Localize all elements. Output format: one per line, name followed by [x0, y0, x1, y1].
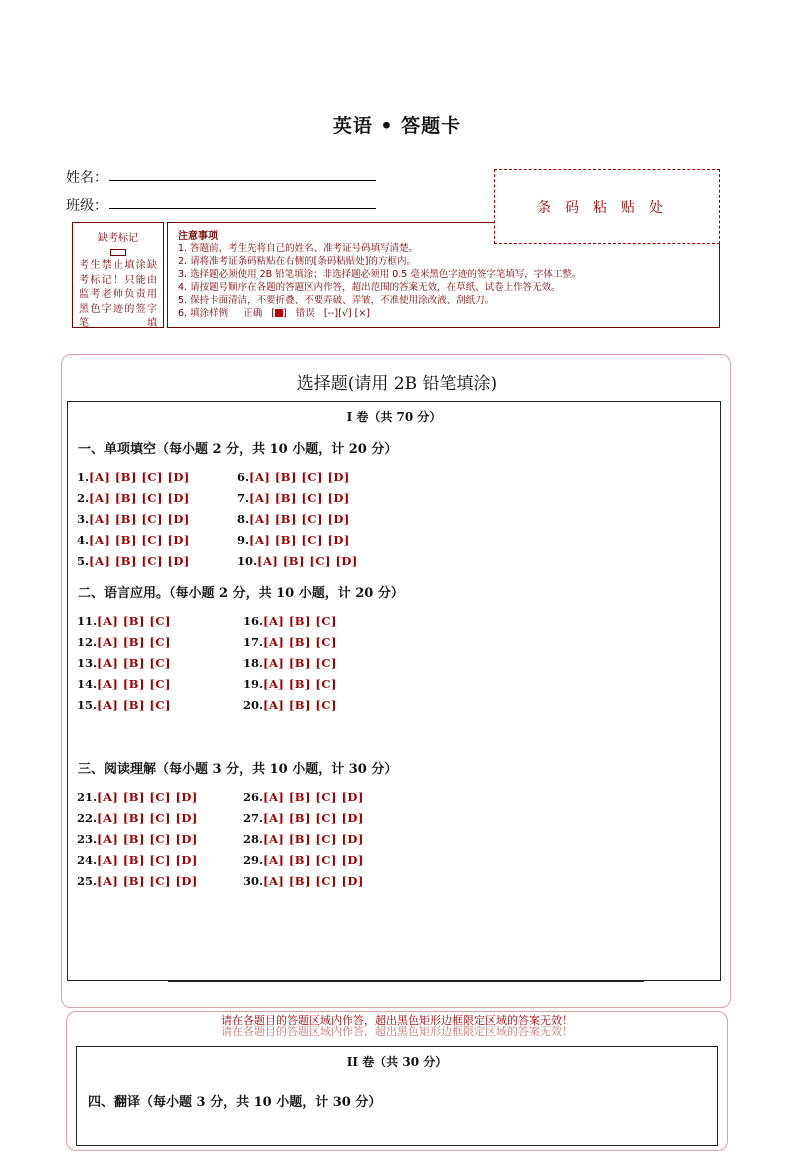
question-number: 30. — [243, 874, 264, 888]
warning-text: 请在各题目的答题区域内作答，超出黑色矩形边框限定区域的答案无效！ — [221, 1014, 573, 1027]
question-row — [243, 635, 337, 649]
answer-options[interactable]: [A] [B] [C] — [97, 698, 171, 712]
sample-prefix: 6. 填涂样例 — [178, 308, 229, 319]
answer-options[interactable]: [A] [B] [C] [D] — [97, 790, 198, 804]
answer-options[interactable]: [A] [B] [C] [D] — [263, 832, 364, 846]
question-number: 23. — [77, 832, 98, 846]
answer-options[interactable]: [A] [B] [C] [D] — [249, 491, 350, 505]
answer-options[interactable]: [A] [B] [C] [D] — [257, 554, 358, 568]
choice-section-title: 选择题(请用 2B 铅笔填涂) — [296, 374, 498, 394]
question-row — [77, 470, 190, 484]
question-row — [237, 533, 350, 547]
question-number: 13. — [77, 656, 98, 670]
question-row — [77, 790, 198, 804]
answer-options[interactable]: [A] [B] [C] — [263, 698, 337, 712]
answer-options[interactable]: [A] [B] [C] [D] — [263, 853, 364, 867]
question-number: 8. — [237, 512, 250, 526]
answer-options[interactable]: [A] [B] [C] [D] — [97, 832, 198, 846]
question-row — [237, 554, 358, 568]
answer-options[interactable]: [A] [B] [C] — [97, 656, 171, 670]
class-field[interactable] — [109, 208, 376, 209]
page-title: 英语 • 答题卡 — [332, 115, 462, 137]
question-number: 14. — [77, 677, 98, 691]
question-number: 7. — [237, 491, 250, 505]
sample-correct-label: 正确 — [243, 308, 263, 319]
question-row — [77, 874, 198, 888]
question-number: 11. — [77, 614, 98, 628]
answer-options[interactable]: [A] [B] [C] [D] — [89, 554, 190, 568]
part2-heading: 二、语言应用。（每小题 2 分，共 10 小题，计 20 分） — [78, 586, 404, 601]
question-number: 27. — [243, 811, 264, 825]
question-number: 19. — [243, 677, 264, 691]
question-row — [77, 832, 198, 846]
question-number: 24. — [77, 853, 98, 867]
question-number: 10. — [237, 554, 258, 568]
answer-options[interactable]: [A] [B] [C] [D] — [97, 811, 198, 825]
notes-line: 1. 答题前，考生先将自己的姓名、准考证号码填写清楚。 — [178, 243, 419, 254]
volume-title: I 卷（共 70 分） — [346, 410, 442, 424]
question-number: 17. — [243, 635, 264, 649]
answer-options[interactable]: [A] [B] [C] — [97, 677, 171, 691]
sample-correct-open: [ — [271, 308, 275, 319]
name-field[interactable] — [109, 180, 376, 181]
question-number: 29. — [243, 853, 264, 867]
barcode-area — [494, 169, 720, 244]
question-row — [77, 853, 198, 867]
question-number: 18. — [243, 656, 264, 670]
question-number: 16. — [243, 614, 264, 628]
question-row — [77, 811, 198, 825]
question-row — [77, 554, 190, 568]
question-row — [77, 677, 171, 691]
answer-options[interactable]: [A] [B] [C] [D] — [249, 533, 350, 547]
class-label: 班级： — [66, 198, 108, 214]
question-number: 15. — [77, 698, 98, 712]
answer-options[interactable]: [A] [B] [C] — [263, 677, 337, 691]
answer-options[interactable]: [A] [B] [C] — [97, 635, 171, 649]
question-row — [243, 832, 364, 846]
answer-options[interactable]: [A] [B] [C] [D] — [97, 874, 198, 888]
question-number: 9. — [237, 533, 250, 547]
question-row — [243, 614, 337, 628]
filled-square-icon — [275, 309, 283, 317]
question-number: 22. — [77, 811, 98, 825]
answer-options[interactable]: [A] [B] [C] — [97, 614, 171, 628]
question-number: 3. — [77, 512, 90, 526]
name-label: 姓名： — [66, 170, 108, 186]
barcode-label: 条码粘贴处 — [537, 199, 677, 216]
answer-options[interactable]: [A] [B] [C] — [263, 614, 337, 628]
question-row — [237, 512, 350, 526]
notes-line: 5. 保持卡面清洁，不要折叠、不要弄破、弄皱，不准使用涂改液、刮纸刀。 — [178, 295, 495, 306]
answer-options[interactable]: [A] [B] [C] [D] — [249, 470, 350, 484]
answer-options[interactable]: [A] [B] [C] [D] — [249, 512, 350, 526]
question-number: 6. — [237, 470, 250, 484]
question-row — [237, 470, 350, 484]
notes-line: 2. 请将准考证条码粘贴在右侧的[条码粘贴处]的方框内。 — [178, 256, 416, 267]
question-row — [77, 512, 190, 526]
question-number: 20. — [243, 698, 264, 712]
answer-options[interactable]: [A] [B] [C] — [263, 635, 337, 649]
choice-answer-area — [67, 401, 721, 981]
notes-line: 4. 请按题号顺序在各题的答题区内作答，超出范围的答案无效，在草纸、试卷上作答无效。 — [178, 282, 561, 293]
notes-line: 3. 选择题必须使用 2B 铅笔填涂；非选择题必须用 0.5 毫米黑色字迹的签字笔填写，字体工整。 — [178, 269, 582, 280]
question-row — [243, 811, 364, 825]
question-row — [77, 656, 171, 670]
question-row — [243, 698, 337, 712]
question-row — [243, 790, 364, 804]
question-row — [77, 491, 190, 505]
question-row — [243, 677, 337, 691]
question-row — [243, 874, 364, 888]
answer-options[interactable]: [A] [B] [C] — [263, 656, 337, 670]
question-row — [243, 656, 337, 670]
divider — [168, 981, 644, 982]
question-number: 1. — [77, 470, 90, 484]
question-number: 25. — [77, 874, 98, 888]
question-number: 2. — [77, 491, 90, 505]
answer-options[interactable]: [A] [B] [C] [D] — [97, 853, 198, 867]
notes-sample-line — [178, 307, 719, 320]
question-row — [77, 635, 171, 649]
absent-mark-title: 缺考标记 — [98, 233, 138, 244]
part1-heading: 一、单项填空（每小题 2 分，共 10 小题，计 20 分） — [78, 442, 398, 457]
answer-options[interactable]: [A] [B] [C] [D] — [89, 491, 190, 505]
answer-options[interactable]: [A] [B] [C] [D] — [89, 470, 190, 484]
question-row — [77, 614, 171, 628]
sample-correct-close: ] — [283, 308, 287, 319]
part4-heading: 四、翻译（每小题 3 分，共 10 小题，计 30 分） — [88, 1095, 382, 1110]
question-row — [237, 491, 350, 505]
absent-mark-checkbox[interactable] — [110, 249, 126, 256]
answer-options[interactable]: [A] [B] [C] [D] — [89, 533, 190, 547]
sample-wrong-label: 错误 — [295, 308, 315, 319]
vol2-title: II 卷（共 30 分） — [346, 1055, 448, 1069]
notes-heading: 注意事项 — [178, 231, 218, 242]
question-number: 26. — [243, 790, 264, 804]
answer-options[interactable]: [A] [B] [C] [D] — [263, 811, 364, 825]
absent-mark-box — [72, 222, 164, 328]
question-row — [243, 853, 364, 867]
absent-mark-text: 考生禁止填涂缺考标记！只能由监考老师负责用黑色字迹的签字笔填 — [79, 260, 157, 329]
question-number: 5. — [77, 554, 90, 568]
question-row — [77, 698, 171, 712]
part3-heading: 三、阅读理解（每小题 3 分，共 10 小题，计 30 分） — [78, 762, 398, 777]
question-number: 28. — [243, 832, 264, 846]
answer-options[interactable]: [A] [B] [C] [D] — [89, 512, 190, 526]
question-number: 21. — [77, 790, 98, 804]
answer-options[interactable]: [A] [B] [C] [D] — [263, 874, 364, 888]
warning-text-shadow: 请在各题目的答题区域内作答，超出黑色矩形边框限定区域的答案无效！ — [221, 1025, 573, 1038]
answer-options[interactable]: [A] [B] [C] [D] — [263, 790, 364, 804]
question-row — [77, 533, 190, 547]
question-number: 12. — [77, 635, 98, 649]
question-number: 4. — [77, 533, 90, 547]
sample-wrong-marks: [--][√] [×] — [323, 308, 370, 319]
